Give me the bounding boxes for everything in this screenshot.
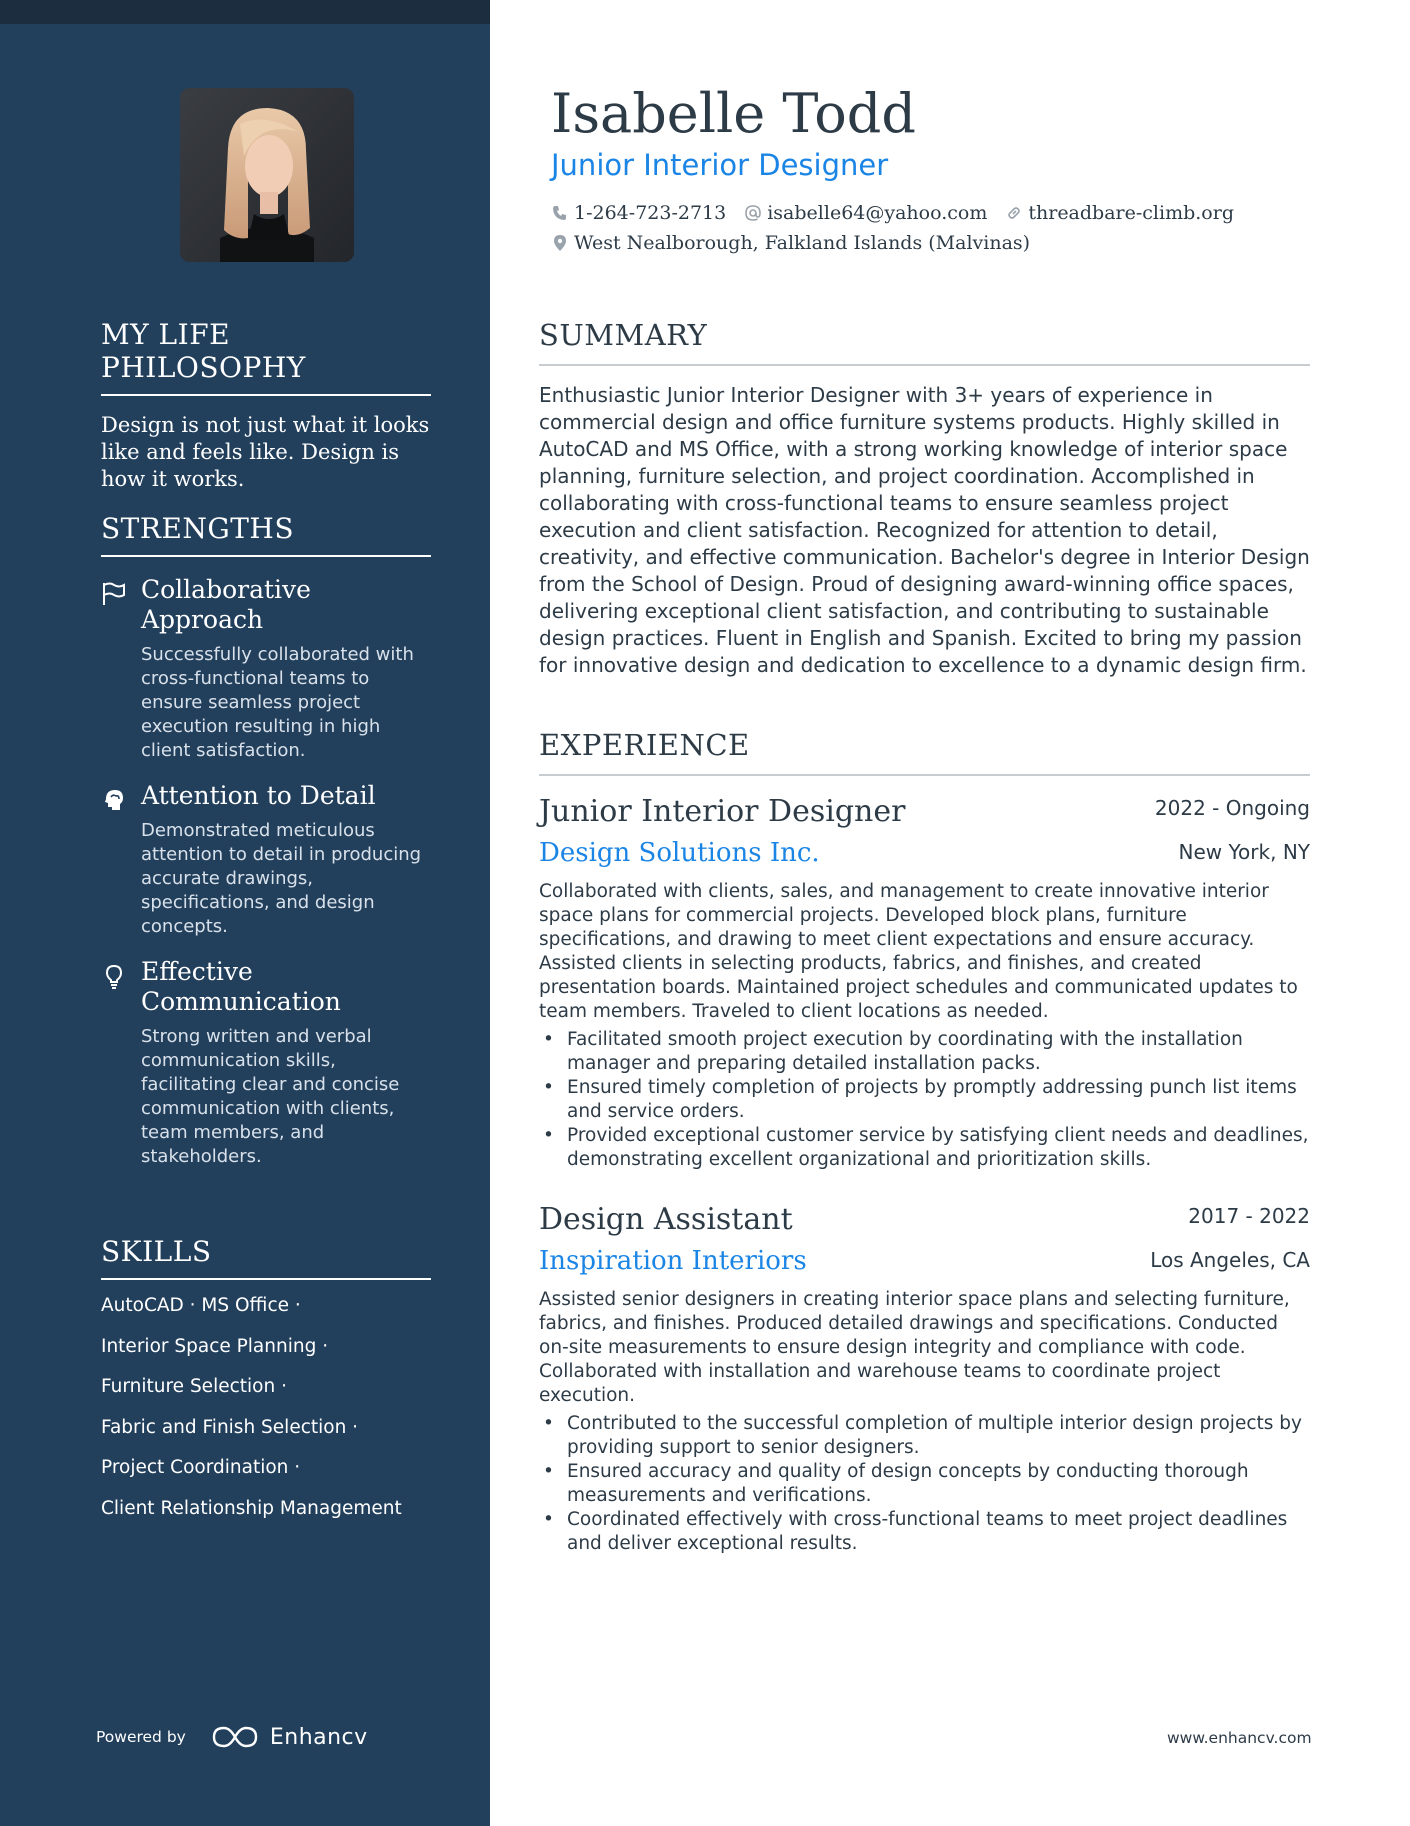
job-title: Junior Interior Designer (539, 794, 906, 829)
email-address[interactable]: isabelle64@yahoo.com (767, 202, 988, 224)
job-bullets (539, 1028, 1310, 1172)
strength-title: Attention to Detail (141, 781, 376, 810)
sidebar (0, 0, 490, 1826)
job-bullet: • Coordinated effectively with cross-functional teams to meet project deadlines and deliver exceptional results. (539, 1508, 1310, 1556)
location-pin-icon (551, 234, 569, 252)
job-dates: 2017 - 2022 (1188, 1204, 1310, 1228)
job-bullets (539, 1412, 1310, 1556)
phone-number: 1-264-723-2713 (574, 202, 727, 224)
strengths-heading: STRENGTHS (101, 512, 431, 557)
powered-by-footer (96, 1722, 396, 1752)
job-company: Design Solutions Inc. (539, 838, 820, 868)
job-dates: 2022 - Ongoing (1154, 796, 1310, 820)
job-company: Inspiration Interiors (539, 1246, 807, 1276)
main-content (490, 0, 1410, 1826)
strengths-section (101, 512, 431, 1169)
job-location: Los Angeles, CA (1150, 1248, 1310, 1272)
job-bullet: • Ensured timely completion of projects by promptly addressing punch list items and service orders. (539, 1076, 1310, 1124)
job-location: New York, NY (1178, 840, 1310, 864)
location-contact (551, 232, 1030, 254)
phone-contact (551, 202, 726, 224)
job-description: Collaborated with clients, sales, and management to create innovative interior space plans for commercial projects. Developed block plans, furniture specifications, and drawing to meet client expectations and ensure accuracy. Assisted clients in selecting products, fabrics, and finishes, and created presentation boards. Maintained project schedules and communicated updates to team members. Traveled to client locations as needed. (539, 881, 1298, 1022)
skill-row: Client Relationship Management (101, 1497, 402, 1519)
candidate-role: Junior Interior Designer (551, 148, 889, 182)
website-contact (1005, 202, 1234, 224)
philosophy-quote: Design is not just what it looks like and feels like. Design is how it works. (101, 413, 430, 491)
experience-heading: EXPERIENCE (539, 728, 1310, 776)
job-entry (539, 1202, 1310, 1556)
skill-row: Project Coordination · (101, 1457, 301, 1478)
summary-text: Enthusiastic Junior Interior Designer with 3+ years of experience in commercial design and office furniture systems products. Highly skilled in AutoCAD and MS Office, with a strong working knowledge of interior space planning, furniture selection, and project coordination. Accomplished in collaborating with cross-functional teams to ensure seamless project execution and client satisfaction. Recognized for attention to detail, creativity, and effective communication. Bachelor's degree in Interior Design from the School of Design. Proud of designing award-winning office spaces, delivering exceptional client satisfaction, and contributing to sustainable design practices. Fluent in English and Spanish. Excited to bring my passion for innovative design and dedication to excellence to a dynamic design firm. (539, 383, 1310, 677)
strength-description: Strong written and verbal communication skills, facilitating clear and concise communication with clients, team members, and stakeholders. (141, 1026, 400, 1167)
job-bullet: • Provided exceptional customer service by satisfying client needs and deadlines, demonstrating excellent organizational and prioritization skills. (539, 1124, 1310, 1172)
skill-row: AutoCAD · MS Office · (101, 1295, 301, 1316)
philosophy-heading: MY LIFE PHILOSOPHY (101, 318, 431, 396)
candidate-name: Isabelle Todd (551, 82, 916, 145)
brain-head-icon (101, 787, 127, 813)
sidebar-top-bar (0, 0, 490, 24)
philosophy-section (101, 318, 431, 493)
powered-by-label: Powered by (96, 1728, 186, 1746)
job-title: Design Assistant (539, 1202, 793, 1237)
strength-item (101, 575, 431, 763)
strength-title: Effective Communication (141, 957, 341, 1016)
email-contact (744, 202, 987, 224)
flag-icon (101, 581, 127, 607)
job-entry (539, 794, 1310, 1172)
at-sign-icon (744, 204, 762, 222)
footer-website[interactable]: www.enhancv.com (1167, 1729, 1312, 1747)
website-link[interactable]: threadbare-climb.org (1028, 202, 1234, 224)
enhancv-brand-name: Enhancv (269, 1724, 368, 1750)
skills-list (101, 1294, 431, 1521)
strength-description: Successfully collaborated with cross-functional teams to ensure seamless project execution resulting in high client satisfaction. (141, 644, 414, 761)
skills-section (101, 1235, 431, 1537)
strength-item (101, 957, 431, 1169)
job-bullet: • Facilitated smooth project execution by coordinating with the installation manager and preparing detailed installation packs. (539, 1028, 1310, 1076)
job-bullet: • Contributed to the successful completion of multiple interior design projects by providing support to senior designers. (539, 1412, 1310, 1460)
link-icon (1005, 204, 1023, 222)
job-header (539, 1202, 1310, 1288)
strength-description: Demonstrated meticulous attention to detail in producing accurate drawings, specifications, and design concepts. (141, 820, 422, 937)
enhancv-logo-icon (212, 1724, 258, 1750)
portrait-image (180, 88, 354, 262)
skill-row: Furniture Selection · (101, 1376, 287, 1397)
phone-icon (551, 204, 569, 222)
skills-heading: SKILLS (101, 1235, 431, 1280)
skill-row: Fabric and Finish Selection · (101, 1416, 359, 1438)
job-description: Assisted senior designers in creating interior space plans and selecting furniture, fabrics, and finishes. Produced detailed drawings and specifications. Conducted on-site measurements to ensure design integrity and compliance with code. Collaborated with installation and warehouse teams to coordinate project execution. (539, 1289, 1290, 1406)
summary-heading: SUMMARY (539, 318, 1310, 366)
location-row (551, 232, 1048, 254)
experience-section (539, 728, 1310, 1556)
profile-photo (180, 88, 354, 262)
skill-row: Interior Space Planning · (101, 1335, 329, 1357)
job-bullet: • Ensured accuracy and quality of design concepts by conducting thorough measurements and verifications. (539, 1460, 1310, 1508)
job-header (539, 794, 1310, 880)
strength-item (101, 781, 431, 939)
lightbulb-icon (101, 963, 127, 989)
contact-row (551, 202, 1252, 224)
location-text: West Nealborough, Falkland Islands (Malvinas) (574, 232, 1031, 254)
strength-title: Collaborative Approach (141, 575, 311, 634)
summary-section (539, 318, 1310, 679)
